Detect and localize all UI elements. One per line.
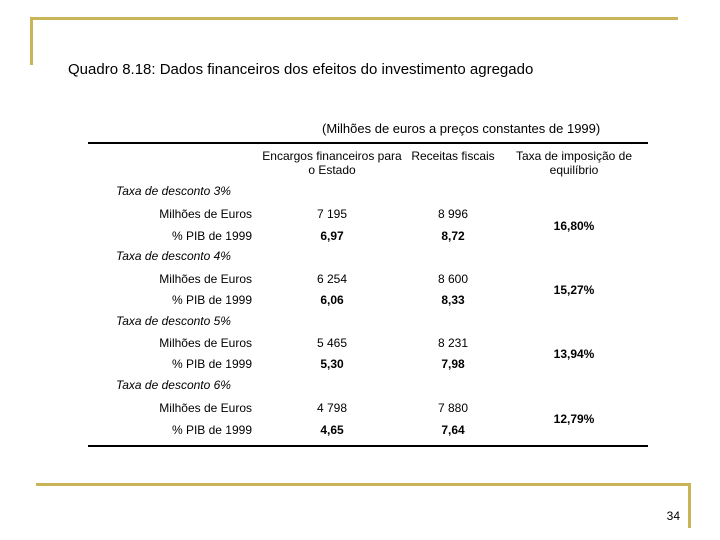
cell-receitas: 7 880 — [437, 401, 469, 415]
cell-encargos: 4 798 — [316, 401, 348, 415]
cell-receitas: 8,33 — [441, 293, 465, 307]
row-label: % PIB de 1999 — [171, 357, 252, 371]
cell-taxa: 13,94% — [553, 347, 595, 361]
cell-taxa: 15,27% — [553, 283, 595, 297]
cell-receitas: 7,64 — [441, 423, 465, 437]
units-note: (Milhões de euros a preços constantes de 1999) — [322, 121, 601, 136]
cell-encargos: 4,65 — [320, 423, 344, 437]
decorative-rule-left — [30, 17, 33, 65]
row-label: Milhões de Euros — [159, 272, 252, 286]
group-label: Taxa de desconto 4% — [116, 249, 231, 263]
group-label: Taxa de desconto 3% — [116, 184, 231, 198]
page-title: Quadro 8.18: Dados financeiros dos efeitos do investimento agregado — [68, 61, 534, 78]
row-label: Milhões de Euros — [159, 401, 252, 415]
cell-encargos: 5 465 — [316, 336, 348, 350]
decorative-rule-top — [30, 17, 678, 20]
cell-encargos: 7 195 — [316, 207, 348, 221]
cell-receitas: 7,98 — [441, 357, 465, 371]
row-label: Milhões de Euros — [159, 207, 252, 221]
row-label: % PIB de 1999 — [171, 229, 252, 243]
cell-encargos: 6,06 — [320, 293, 344, 307]
table-top-rule — [88, 142, 648, 144]
cell-encargos: 6 254 — [316, 272, 348, 286]
row-label: % PIB de 1999 — [171, 423, 252, 437]
column-header-encargos: Encargos financeiros para o Estado — [262, 149, 402, 177]
cell-receitas: 8 996 — [437, 207, 469, 221]
row-label: % PIB de 1999 — [171, 293, 252, 307]
column-header-receitas: Receitas fiscais — [411, 149, 495, 163]
group-label: Taxa de desconto 6% — [116, 378, 231, 392]
decorative-rule-bottom — [36, 483, 690, 486]
cell-receitas: 8,72 — [441, 229, 465, 243]
cell-encargos: 5,30 — [320, 357, 344, 371]
row-label: Milhões de Euros — [159, 336, 252, 350]
decorative-rule-right — [688, 483, 691, 528]
column-header-taxa: Taxa de imposição de equilíbrio — [515, 149, 633, 177]
cell-taxa: 16,80% — [553, 219, 595, 233]
cell-taxa: 12,79% — [553, 412, 595, 426]
cell-receitas: 8 231 — [437, 336, 469, 350]
cell-encargos: 6,97 — [320, 229, 344, 243]
cell-receitas: 8 600 — [437, 272, 469, 286]
page-number: 34 — [666, 509, 680, 523]
table-bottom-rule — [88, 445, 648, 447]
group-label: Taxa de desconto 5% — [116, 314, 231, 328]
